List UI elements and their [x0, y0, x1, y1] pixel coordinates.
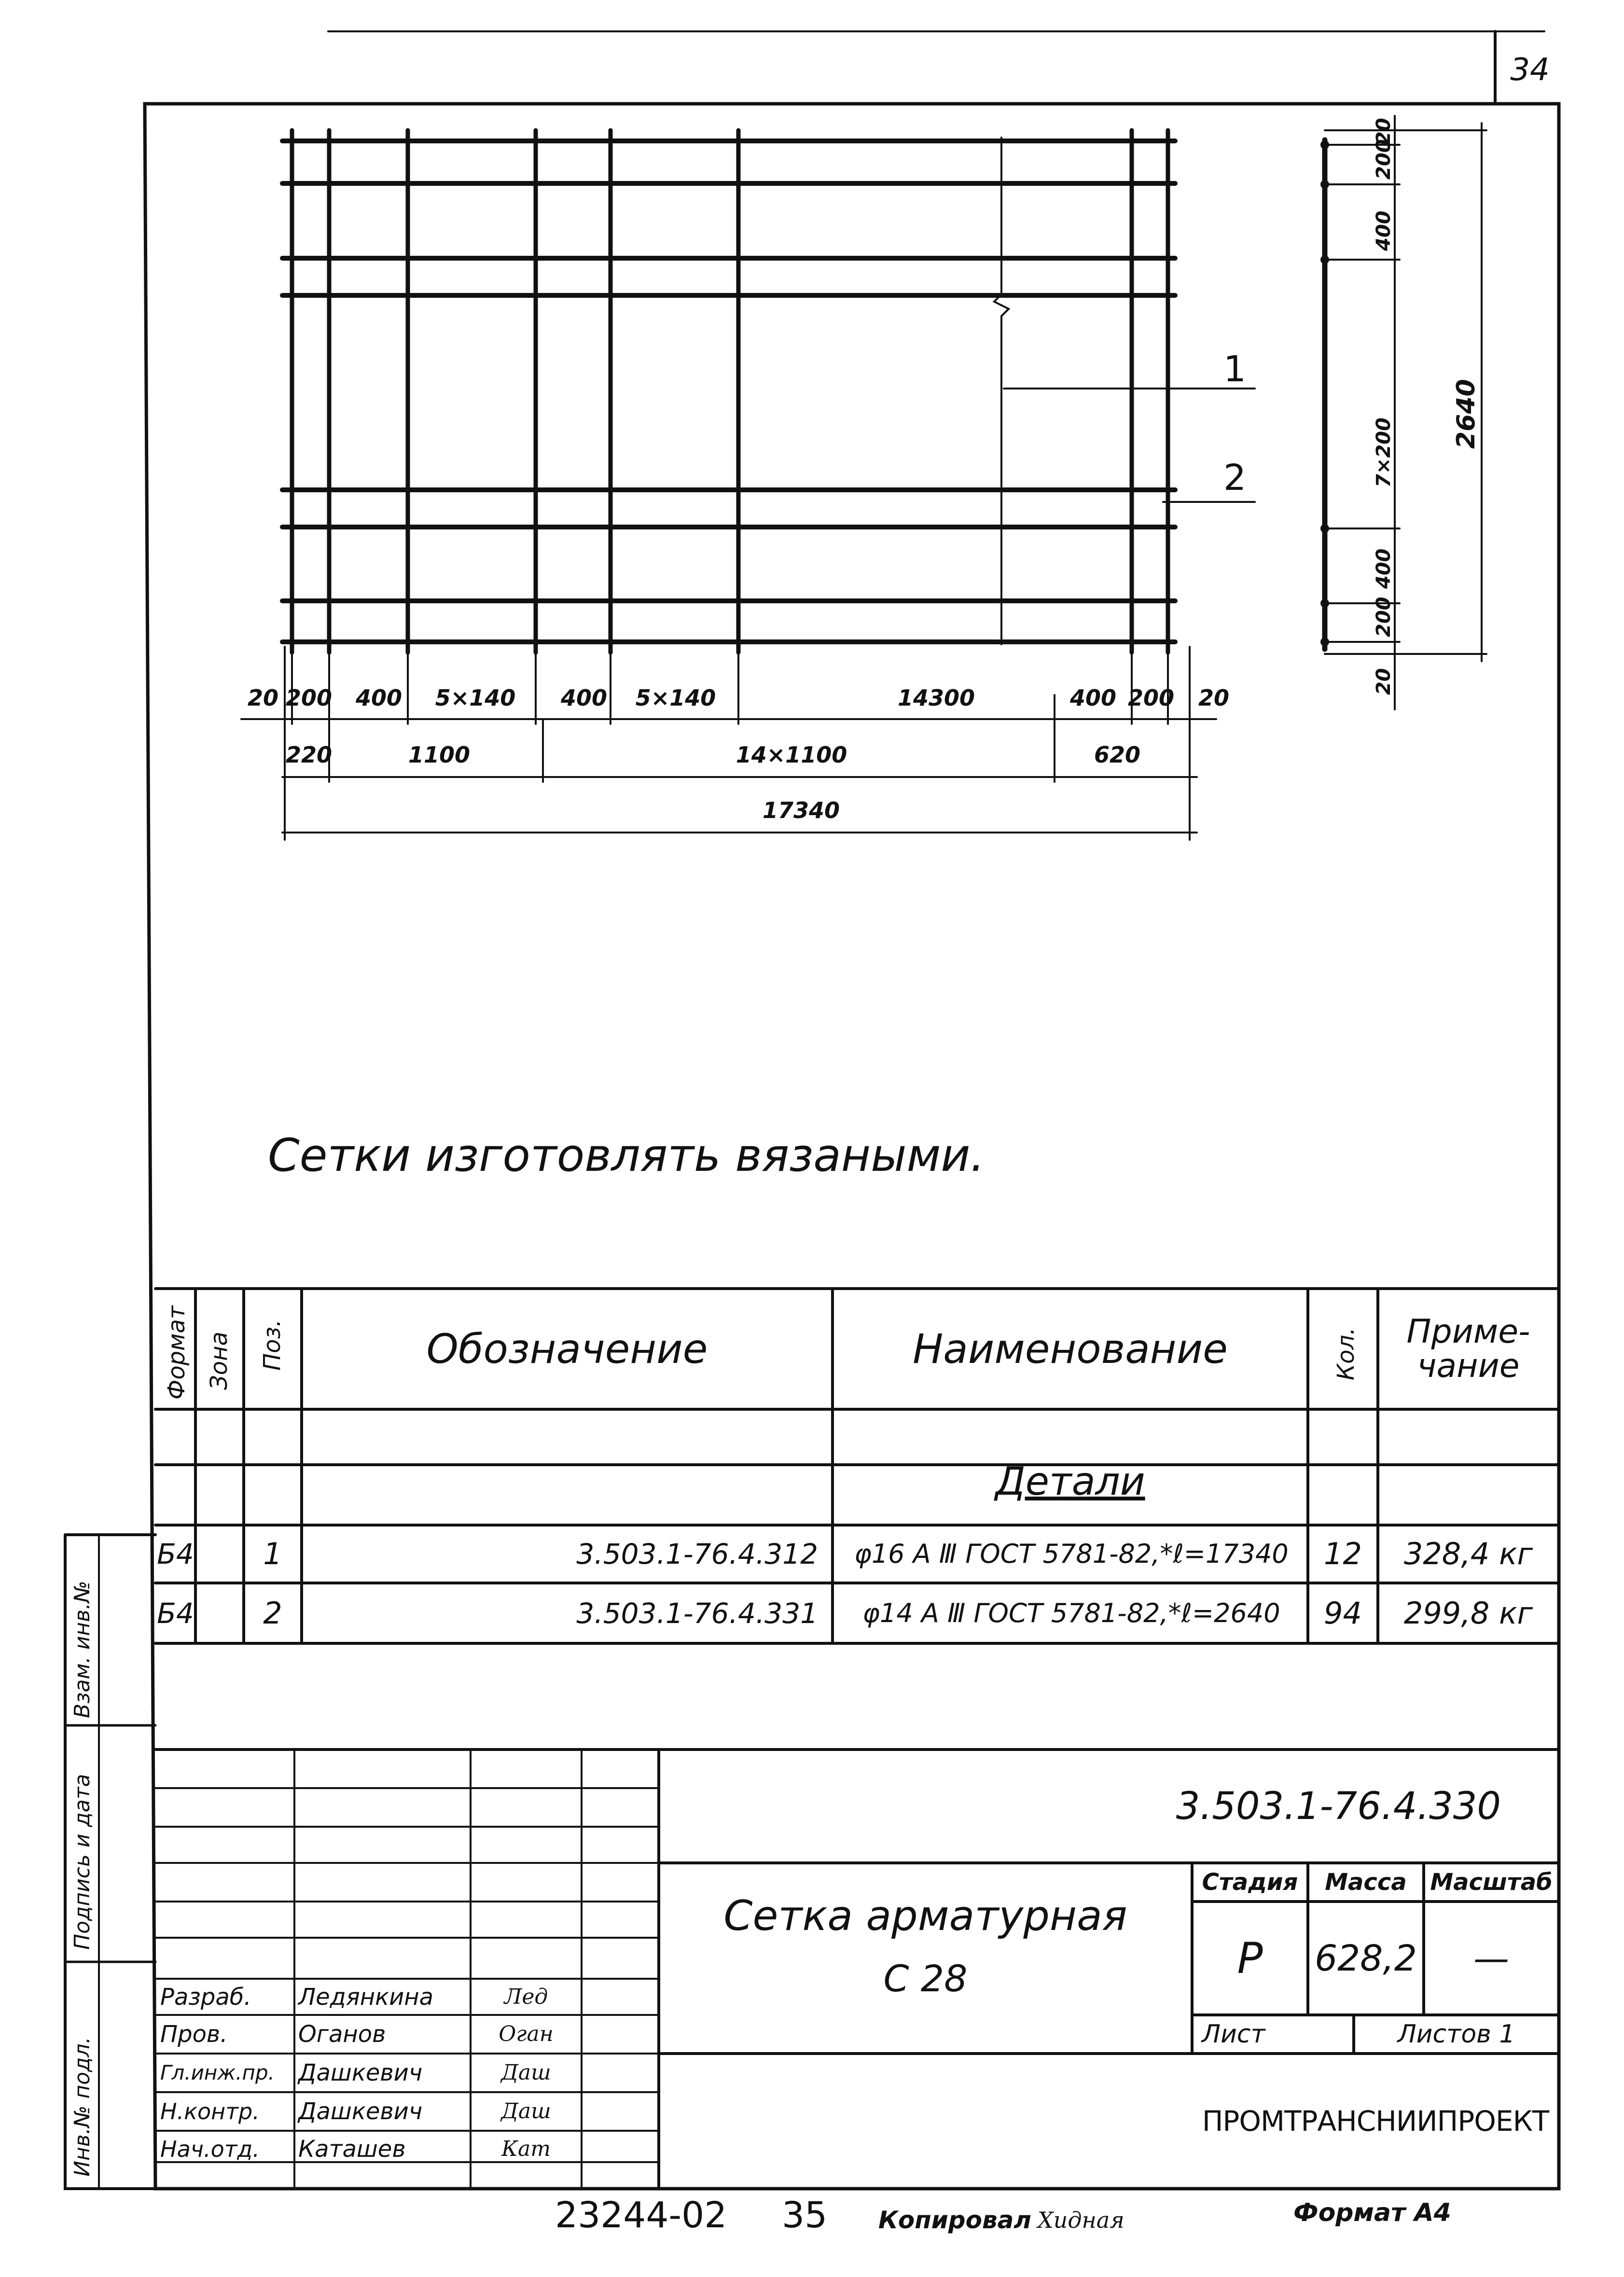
- row-1-qty: 12: [1324, 1536, 1362, 1571]
- drawing-title: Сетка арматурная: [723, 1892, 1127, 1940]
- dim-top-5: 5×140: [635, 685, 716, 711]
- footer-copied-signature: Хидная: [1038, 2207, 1124, 2233]
- header-name: Наименование: [913, 1325, 1228, 1373]
- name-department-head: Каташев: [298, 2135, 406, 2163]
- row-1-designation: 3.503.1-76.4.312: [576, 1538, 818, 1570]
- side-stamp-original-inv: Инв.№ подл.: [70, 2037, 95, 2177]
- side-dim-400-bottom: 400: [1373, 548, 1395, 589]
- fabrication-note: Сетки изготовлять вязаными.: [268, 1129, 985, 1182]
- role-chief-engineer: Гл.инж.пр.: [160, 2061, 275, 2084]
- row-2-name: φ14 А Ⅲ ГОСТ 5781-82,*ℓ=2640: [862, 1597, 1280, 1628]
- role-developer: Разраб.: [160, 1983, 251, 2011]
- header-pos: Поз.: [259, 1319, 286, 1371]
- mesh-longitudinal-bars: [282, 141, 1175, 642]
- side-dim-400-top: 400: [1373, 210, 1395, 251]
- break-line: [994, 138, 1009, 644]
- mass-value: 628,2: [1315, 1937, 1417, 1979]
- name-norm-control: Дашкевич: [298, 2098, 423, 2125]
- dim-top-4: 400: [560, 685, 608, 711]
- dimension-lines: [241, 647, 1216, 840]
- side-dim-200-top: 200: [1373, 139, 1395, 180]
- section-details: Детали: [995, 1459, 1145, 1504]
- name-chief-engineer: Дашкевич: [298, 2059, 423, 2086]
- signature-department-head: Кат: [501, 2136, 551, 2161]
- drawing-mark: С 28: [883, 1957, 968, 2000]
- dim-total-length: 17340: [762, 797, 840, 823]
- mass-label: Масса: [1325, 1869, 1407, 1896]
- row-2-designation: 3.503.1-76.4.331: [576, 1597, 818, 1630]
- row-2-qty: 94: [1324, 1595, 1362, 1631]
- scale-label: Масштаб: [1430, 1869, 1553, 1896]
- dim-top-1: 200: [285, 685, 333, 711]
- header-qty: Кол.: [1333, 1327, 1360, 1380]
- side-stamp-signature-date: Подпись и дата: [70, 1774, 95, 1950]
- dim-top-0: 20: [247, 685, 279, 711]
- header-note: Приме- чание: [1406, 1312, 1530, 1385]
- name-checker: Оганов: [298, 2021, 386, 2048]
- role-norm-control: Н.контр.: [160, 2098, 260, 2124]
- footer-sheet-number: 35: [782, 2194, 828, 2236]
- side-stamp-replaced-inv: Взам. инв.№: [70, 1581, 95, 1718]
- page-number: 34: [1510, 52, 1550, 88]
- dim-top-8: 200: [1127, 685, 1175, 711]
- mesh-transverse-bars: [292, 130, 1168, 653]
- dim-second-0: 220: [285, 742, 333, 768]
- row-2-pos: 2: [263, 1595, 282, 1631]
- dim-top-2: 400: [355, 685, 403, 711]
- callout-1: 1: [1223, 348, 1247, 390]
- side-dim-total: 2640: [1452, 379, 1481, 449]
- callout-2: 2: [1223, 457, 1247, 499]
- side-dim-20-bottom: 20: [1373, 668, 1395, 695]
- signature-chief-engineer: Даш: [501, 2060, 551, 2085]
- header-zone: Зона: [206, 1332, 233, 1390]
- dim-second-1: 1100: [408, 742, 471, 768]
- header-format: Формат: [163, 1305, 190, 1400]
- sheets-count: Листов 1: [1397, 2020, 1515, 2049]
- name-developer: Ледянкина: [298, 1983, 434, 2011]
- stage-value: Р: [1237, 1933, 1263, 1983]
- side-dim-200-bottom: 200: [1373, 597, 1395, 637]
- role-department-head: Нач.отд.: [160, 2136, 260, 2162]
- footer-format: Формат А4: [1293, 2198, 1451, 2227]
- row-1-note: 328,4 кг: [1403, 1536, 1533, 1571]
- sheet-label: Лист: [1202, 2020, 1265, 2049]
- dim-top-6: 14300: [897, 685, 975, 711]
- side-dim-20-top: 20: [1373, 118, 1395, 145]
- stage-label: Стадия: [1202, 1869, 1298, 1896]
- row-2-format: Б4: [157, 1597, 194, 1630]
- role-checker: Пров.: [160, 2021, 228, 2048]
- row-1-name: φ16 А Ⅲ ГОСТ 5781-82,*ℓ=17340: [854, 1539, 1289, 1569]
- organization-name: ПРОМТРАНСНИИПРОЕКТ: [1202, 2105, 1549, 2138]
- footer-inventory-number: 23244-02: [555, 2194, 727, 2236]
- side-dim-7x200: 7×200: [1373, 417, 1395, 487]
- scale-value: —: [1473, 1937, 1509, 1979]
- row-1-pos: 1: [263, 1536, 282, 1571]
- dim-top-9: 20: [1198, 685, 1230, 711]
- row-2-note: 299,8 кг: [1403, 1595, 1533, 1631]
- dim-second-2: 14×1100: [736, 742, 847, 768]
- document-number: 3.503.1-76.4.330: [1176, 1784, 1501, 1828]
- dim-top-3: 5×140: [435, 685, 516, 711]
- signature-developer: Лед: [504, 1984, 548, 2009]
- row-1-format: Б4: [157, 1538, 194, 1570]
- footer-copied-label: Копировал: [878, 2206, 1031, 2234]
- signature-checker: Оган: [499, 2022, 554, 2046]
- dim-top-7: 400: [1069, 685, 1117, 711]
- header-designation: Обозначение: [426, 1325, 708, 1373]
- dim-second-3: 620: [1094, 742, 1141, 768]
- signature-norm-control: Даш: [501, 2099, 551, 2124]
